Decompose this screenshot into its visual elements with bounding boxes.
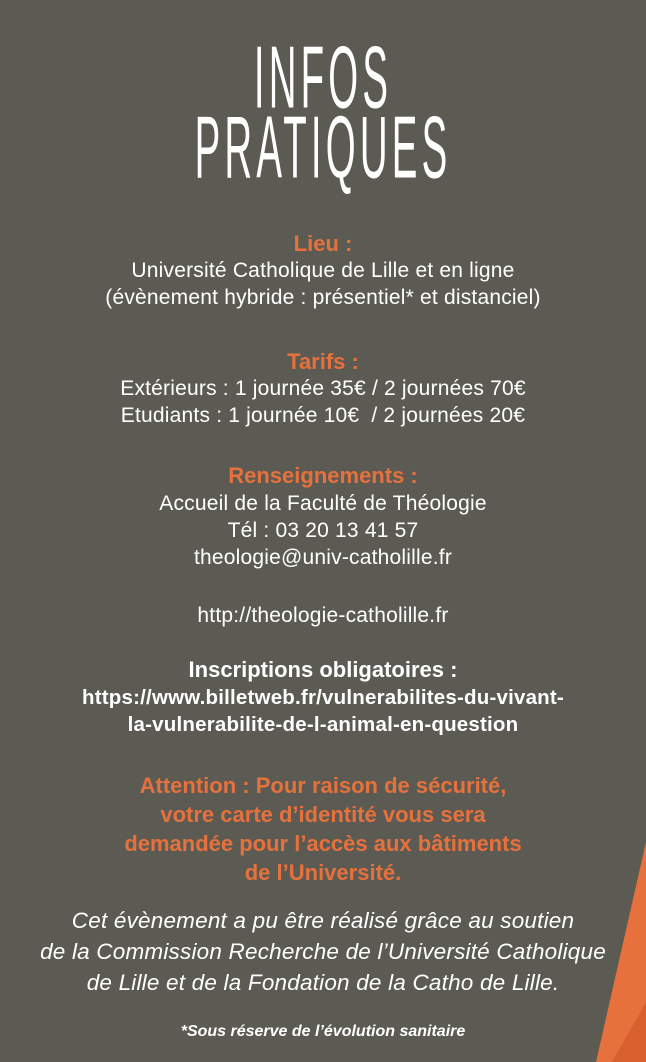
tarifs-line: Etudiants : 1 journée 10€ / 2 journées 20€ — [120, 404, 526, 427]
poster-title-line1: INFOS — [253, 27, 393, 127]
lieu-section — [0, 257, 646, 311]
tarifs-section — [0, 375, 646, 429]
lieu-line: (évènement hybride : présentiel* et distanciel) — [105, 286, 541, 309]
footnote: *Sous réserve de l’évolution sanitaire — [180, 1023, 466, 1040]
tarifs-heading: Tarifs : — [287, 349, 359, 374]
tarifs-line: Extérieurs : 1 journée 35€ / 2 journées 70€ — [120, 377, 526, 400]
attention-line: de l’Université. — [244, 860, 402, 885]
inscriptions-heading: Inscriptions obligatoires : — [188, 657, 458, 682]
lieu-line: Université Catholique de Lille et en ligne — [131, 259, 515, 282]
website-url: http://theologie-catholille.fr — [197, 604, 449, 627]
credits-line: de Lille et de la Fondation de la Catho de Lille. — [86, 970, 560, 995]
inscriptions-section — [0, 684, 646, 738]
email-address: theologie@univ-catholille.fr — [193, 546, 453, 569]
registration-url-line: la-vulnerabilite-de-l-animal-en-question — [127, 713, 519, 736]
renseignements-section — [0, 490, 646, 571]
renseignements-heading: Renseignements : — [228, 463, 418, 488]
attention-line: demandée pour l’accès aux bâtiments — [124, 831, 522, 856]
registration-url-line: https://www.billetweb.fr/vulnerabilites-du-vivant- — [82, 686, 564, 709]
attention-line: Attention : Pour raison de sécurité, — [139, 773, 507, 798]
attention-notice — [0, 771, 646, 887]
poster-title-line2: PRATIQUES — [194, 97, 452, 197]
renseignements-line: Accueil de la Faculté de Théologie — [159, 492, 487, 515]
lieu-heading: Lieu : — [293, 231, 353, 256]
credits-section — [0, 905, 646, 998]
attention-line: votre carte d’identité vous sera — [160, 802, 486, 827]
phone-number: Tél : 03 20 13 41 57 — [227, 519, 419, 542]
credits-line: Cet évènement a pu être réalisé grâce au soutien — [71, 908, 575, 933]
credits-line: de la Commission Recherche de l’Université Catholique — [40, 939, 606, 964]
